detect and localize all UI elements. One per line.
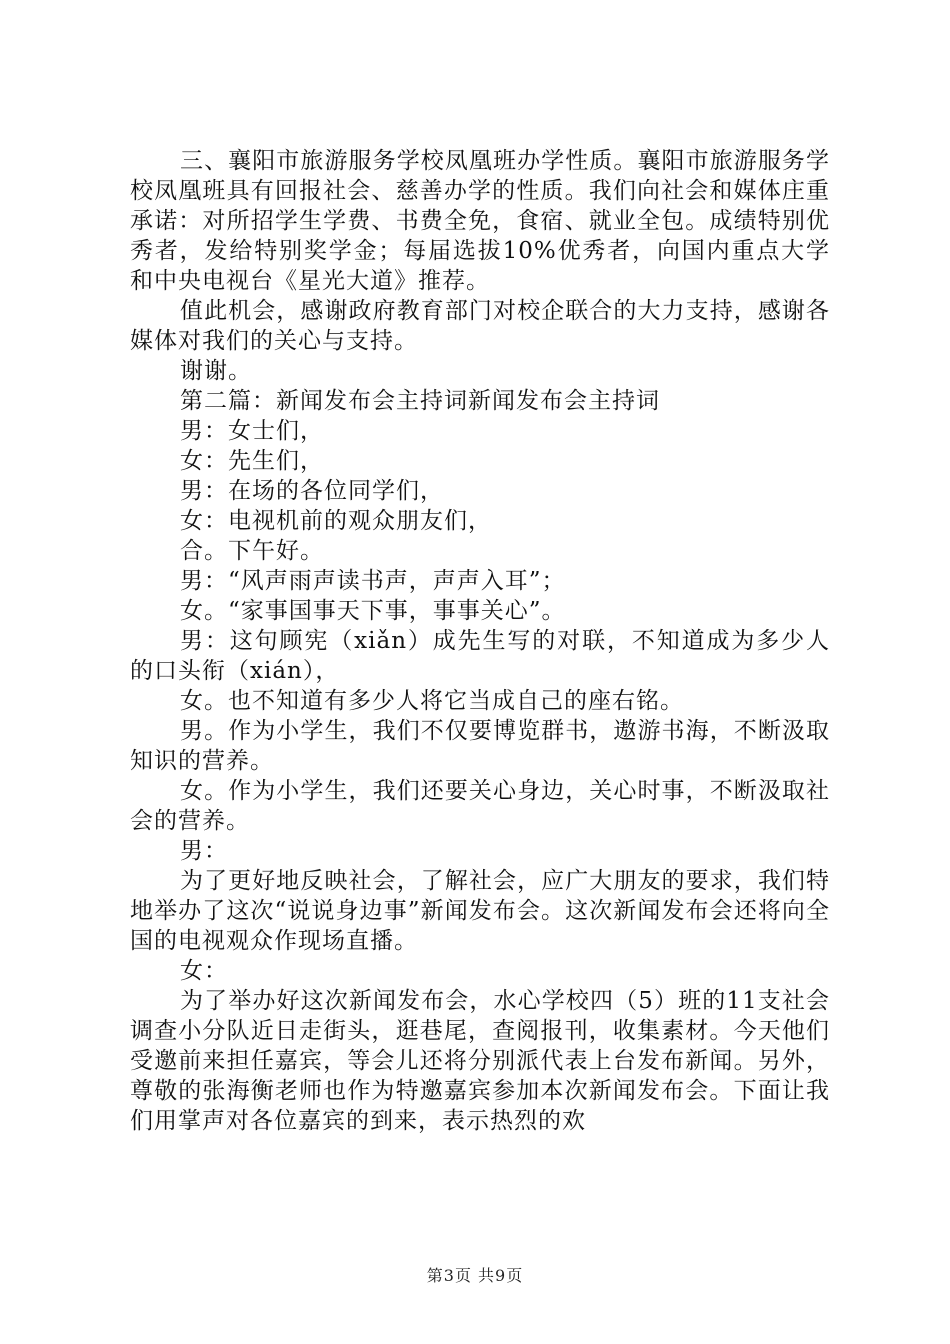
- dialogue-line: 男：这句顾宪（xiǎn）成先生写的对联，不知道成为多少人的口头衔（xián），: [130, 628, 830, 684]
- document-body: [130, 146, 830, 1136]
- dialogue-line: 合。下午好。: [180, 538, 324, 564]
- paragraph: 为了更好地反映社会，了解社会，应广大朋友的要求，我们特地举办了这次“说说身边事”新闻发布会。这次新闻发布会还将向全国的电视观众作现场直播。: [130, 868, 830, 954]
- paragraph: 为了举办好这次新闻发布会，水心学校四（5）班的11支社会调查小分队近日走街头，逛巷尾，查阅报刊，收集素材。今天他们受邀前来担任嘉宾，等会儿还将分别派代表上台发布新闻。另外，尊敬的张海衡老师也作为特邀嘉宾参加本次新闻发布会。下面让我们用掌声对各位嘉宾的到来，表示热烈的欢: [130, 988, 830, 1134]
- dialogue-line: 女。“家事国事天下事，事事关心”。: [180, 598, 566, 624]
- section-heading: 第二篇：新闻发布会主持词新闻发布会主持词: [180, 388, 660, 414]
- paragraph: 值此机会，感谢政府教育部门对校企联合的大力支持，感谢各媒体对我们的关心与支持。: [130, 298, 830, 354]
- paragraph: 谢谢。: [180, 358, 252, 384]
- dialogue-line: 男。作为小学生，我们不仅要博览群书，遨游书海，不断汲取知识的营养。: [130, 718, 830, 774]
- dialogue-line: 男：在场的各位同学们，: [180, 478, 444, 504]
- dialogue-line: 女。作为小学生，我们还要关心身边，关心时事，不断汲取社会的营养。: [130, 778, 830, 834]
- page-number: 第3页 共9页: [426, 1266, 524, 1285]
- dialogue-line: 女。也不知道有多少人将它当成自己的座右铭。: [180, 688, 684, 714]
- speaker-label: 女：: [180, 958, 228, 984]
- paragraph: 三、襄阳市旅游服务学校凤凰班办学性质。襄阳市旅游服务学校凤凰班具有回报社会、慈善办学的性质。我们向社会和媒体庄重承诺：对所招学生学费、书费全免，食宿、就业全包。成绩特别优秀者，发给特别奖学金；每届选拔10%优秀者，向国内重点大学和中央电视台《星光大道》推荐。: [130, 148, 830, 294]
- dialogue-line: 女：电视机前的观众朋友们，: [180, 508, 492, 534]
- dialogue-line: 男：“风声雨声读书声，声声入耳”；: [180, 568, 566, 594]
- speaker-label: 男：: [180, 838, 228, 864]
- dialogue-line: 男：女士们，: [180, 418, 324, 444]
- dialogue-line: 女：先生们，: [180, 448, 324, 474]
